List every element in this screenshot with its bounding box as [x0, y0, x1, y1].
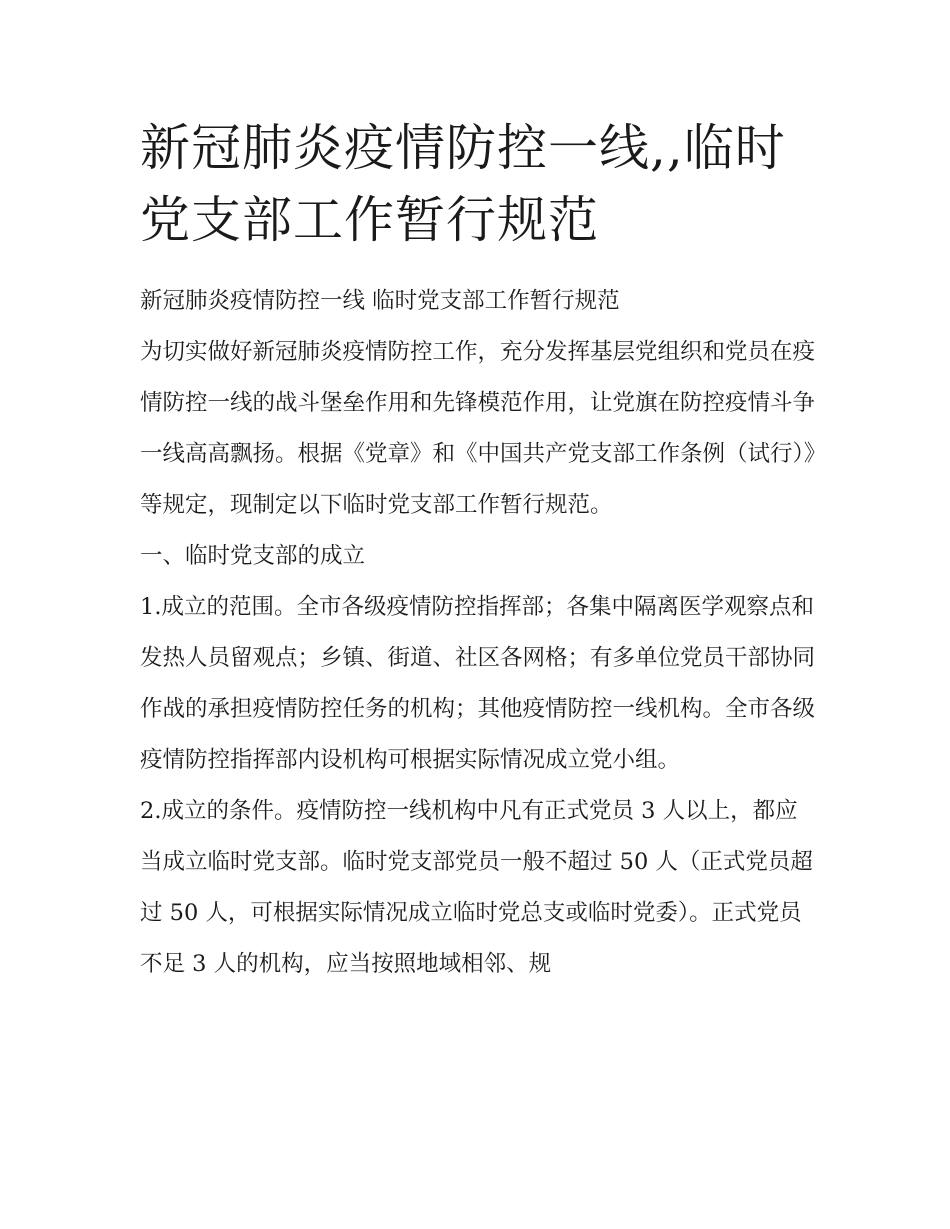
- intro-paragraph: 为切实做好新冠肺炎疫情防控工作，充分发挥基层党组织和党员在疫情防控一线的战斗堡垒作用和先锋模范作用，让党旗在防控疫情斗争一线高高飘扬。根据《党章》和《中国共产党支部工作条例（试行）》等规定，现制定以下临时党支部工作暂行规范。: [140, 339, 816, 518]
- scope-paragraph: 1.成立的范围。全市各级疫情防控指挥部；各集中隔离医学观察点和发热人员留观点；乡镇、街道、社区各网格；有多单位党员干部协同作战的承担疫情防控任务的机构；其他疫情防控一线机构。全市各级疫情防控指挥部内设机构可根据实际情况成立党小组。: [140, 594, 816, 773]
- document-body: [140, 276, 820, 990]
- document-title: 新冠肺炎疫情防控一线,,临时党支部工作暂行规范: [140, 119, 786, 249]
- conditions-paragraph: 2.成立的条件。疫情防控一线机构中凡有正式党员 3 人以上，都应当成立临时党支部。临时党支部党员一般不超过 50 人（正式党员超过 50 人，可根据实际情况成立临时党总支或临时党委）。正式党员不足 3 人的机构，应当按照地域相邻、规: [140, 798, 813, 977]
- subtitle-paragraph: 新冠肺炎疫情防控一线 临时党支部工作暂行规范: [140, 288, 620, 314]
- section-heading: 一、临时党支部的成立: [140, 543, 366, 569]
